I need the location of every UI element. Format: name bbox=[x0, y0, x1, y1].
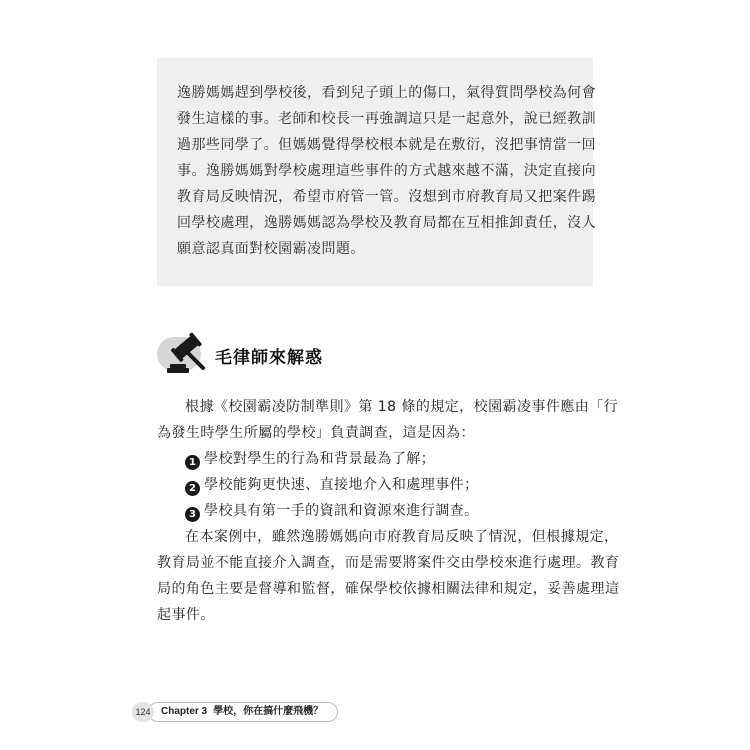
story-line: 逸勝媽媽趕到學校後，看到兒子頭上的傷口，氣得質問學校為何會 bbox=[177, 85, 597, 101]
paragraph-line: 教育局並不能直接介入調查，而是需要將案件交由學校來進行處理。教育 bbox=[157, 555, 620, 571]
paragraph-line: 根據《校園霸凌防制準則》第 18 條的規定，校園霸凌事件應由「行 bbox=[185, 399, 619, 415]
story-line: 事。逸勝媽媽對學校處理這些事件的方式越來越不滿，決定直接向 bbox=[177, 163, 597, 179]
story-line: 過那些同學了。但媽媽覺得學校根本就是在敷衍，沒把事情當一回 bbox=[177, 137, 597, 153]
list-number: 3 bbox=[185, 507, 200, 522]
list-item-text: 學校對學生的行為和背景最為了解； bbox=[204, 451, 436, 467]
chapter-label bbox=[148, 702, 338, 722]
story-box bbox=[157, 58, 597, 286]
paragraph-line: 為發生時學生所屬的學校」負責調查，這是因為： bbox=[157, 425, 475, 441]
body-text bbox=[157, 394, 620, 628]
list-item-text: 學校具有第一手的資訊和資源來進行調查。 bbox=[204, 503, 479, 519]
section-heading bbox=[157, 334, 457, 378]
paragraph-line: 局的角色主要是督導和監督，確保學校依據相關法律和規定，妥善處理這 bbox=[157, 581, 620, 597]
story-line: 發生這樣的事。老師和校長一再強調這只是一起意外，說已經教訓 bbox=[177, 111, 597, 127]
list-number: 2 bbox=[185, 481, 200, 496]
list-item bbox=[157, 472, 607, 498]
list-item bbox=[157, 498, 607, 524]
list-item bbox=[157, 446, 607, 472]
page-number: 124 bbox=[132, 702, 154, 722]
chapter-number: Chapter 3 bbox=[161, 706, 208, 717]
chapter-title: 學校，你在搞什麼飛機？ bbox=[213, 706, 324, 717]
list-number: 1 bbox=[185, 455, 200, 470]
story-line: 願意認真面對校園霸凌問題。 bbox=[177, 241, 365, 257]
paragraph-line: 在本案例中，雖然逸勝媽媽向市府教育局反映了情況，但根據規定， bbox=[185, 529, 619, 545]
gavel-icon bbox=[161, 332, 217, 378]
story-line: 回學校處理，逸勝媽媽認為學校及教育局都在互相推卸責任，沒人 bbox=[177, 215, 597, 231]
list-item-text: 學校能夠更快速、直接地介入和處理事件； bbox=[204, 477, 479, 493]
section-title: 毛律師來解惑 bbox=[215, 348, 323, 368]
paragraph-line: 起事件。 bbox=[157, 607, 215, 623]
story-line: 教育局反映情況，希望市府管一管。沒想到市府教育局又把案件踢 bbox=[177, 189, 597, 205]
